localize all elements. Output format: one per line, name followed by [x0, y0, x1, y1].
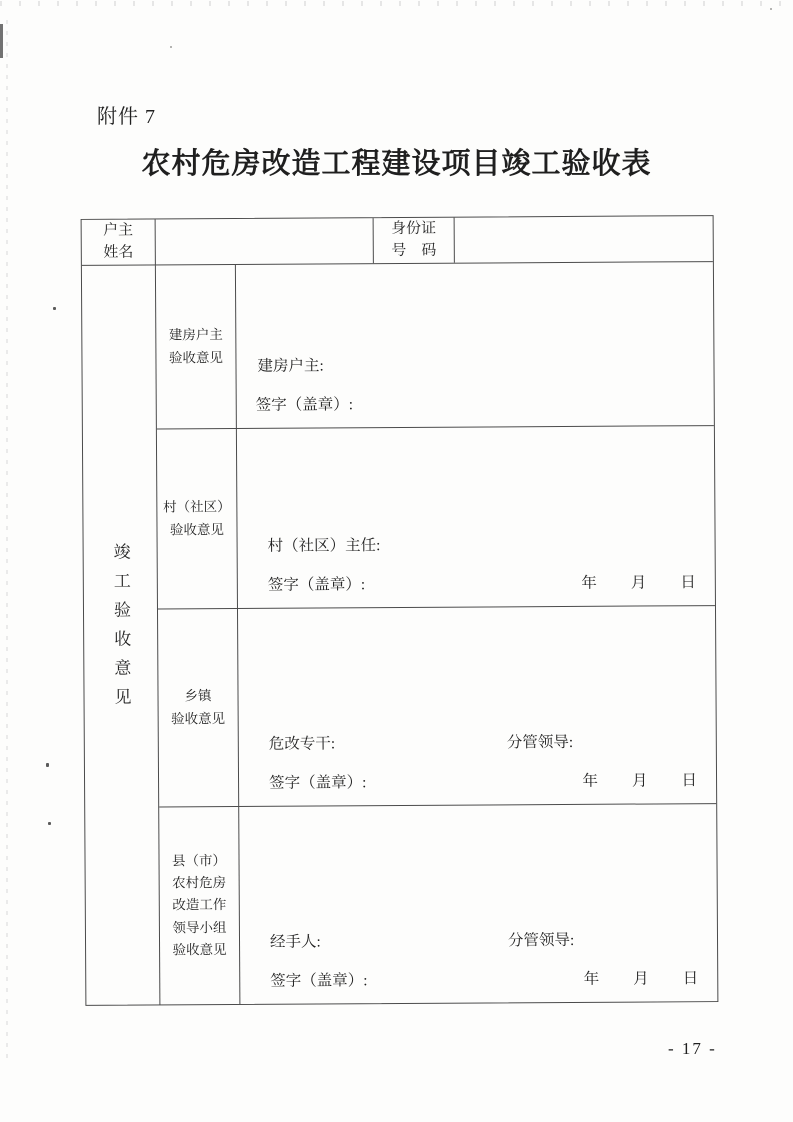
page-title: 农村危房改造工程建设项目竣工验收表 [141, 148, 652, 180]
signature-label: 签字（盖章）: [269, 774, 367, 792]
section-township-acceptance [158, 606, 716, 807]
completion-acceptance-form-table [81, 215, 719, 1006]
section-content [239, 804, 717, 1004]
form-header-row [82, 216, 713, 266]
section-content [237, 426, 715, 608]
section-county-acceptance [159, 804, 717, 1004]
section-owner-acceptance [156, 262, 714, 429]
scan-speck [53, 307, 56, 310]
section-content [238, 606, 716, 806]
id-number-label-cell: 身份证 号 码 [374, 218, 455, 263]
section-label: 县（市） 农村危房 改造工作 领导小组 验收意见 [159, 807, 240, 1004]
field-label-leader: 分管领导: [506, 733, 574, 752]
form-body [82, 262, 718, 1005]
scan-speck [46, 763, 49, 767]
scan-speck [48, 822, 51, 825]
field-label-leader: 分管领导: [507, 931, 575, 950]
signature-label: 签字（盖章）: [255, 396, 354, 414]
id-number-value-cell [455, 216, 713, 263]
scan-artifact-corner [0, 24, 3, 58]
scan-speck [170, 46, 172, 48]
page-number: - 17 - [668, 1039, 717, 1058]
attachment-note: 附件 7 [97, 106, 156, 128]
owner-name-label-cell: 户主 姓名 [82, 219, 156, 264]
owner-name-value-cell [156, 218, 374, 264]
completion-acceptance-vertical-label: 竣工验收意见 [110, 542, 131, 717]
field-label-village-director: 村（社区）主任: [267, 537, 381, 555]
field-label-handler: 经手人: [269, 933, 321, 951]
section-label: 建房户主 验收意见 [156, 265, 237, 428]
section-village-acceptance [157, 426, 715, 609]
section-label: 乡镇 验收意见 [158, 609, 239, 806]
scan-noise-top [0, 1, 793, 6]
field-label-owner: 建房户主: [257, 357, 324, 375]
date-label: 年 月 日 [582, 772, 699, 790]
scan-speck [770, 8, 772, 10]
signature-label: 签字（盖章）: [270, 972, 368, 990]
completion-acceptance-rowspan-cell [82, 265, 161, 1004]
signature-label: 签字（盖章）: [267, 576, 366, 594]
date-label: 年 月 日 [581, 574, 697, 592]
section-content [236, 262, 714, 428]
section-label: 村（社区） 验收意见 [157, 429, 238, 608]
field-label-renovation-officer: 危改专干: [268, 735, 336, 753]
date-label: 年 月 日 [583, 970, 700, 988]
